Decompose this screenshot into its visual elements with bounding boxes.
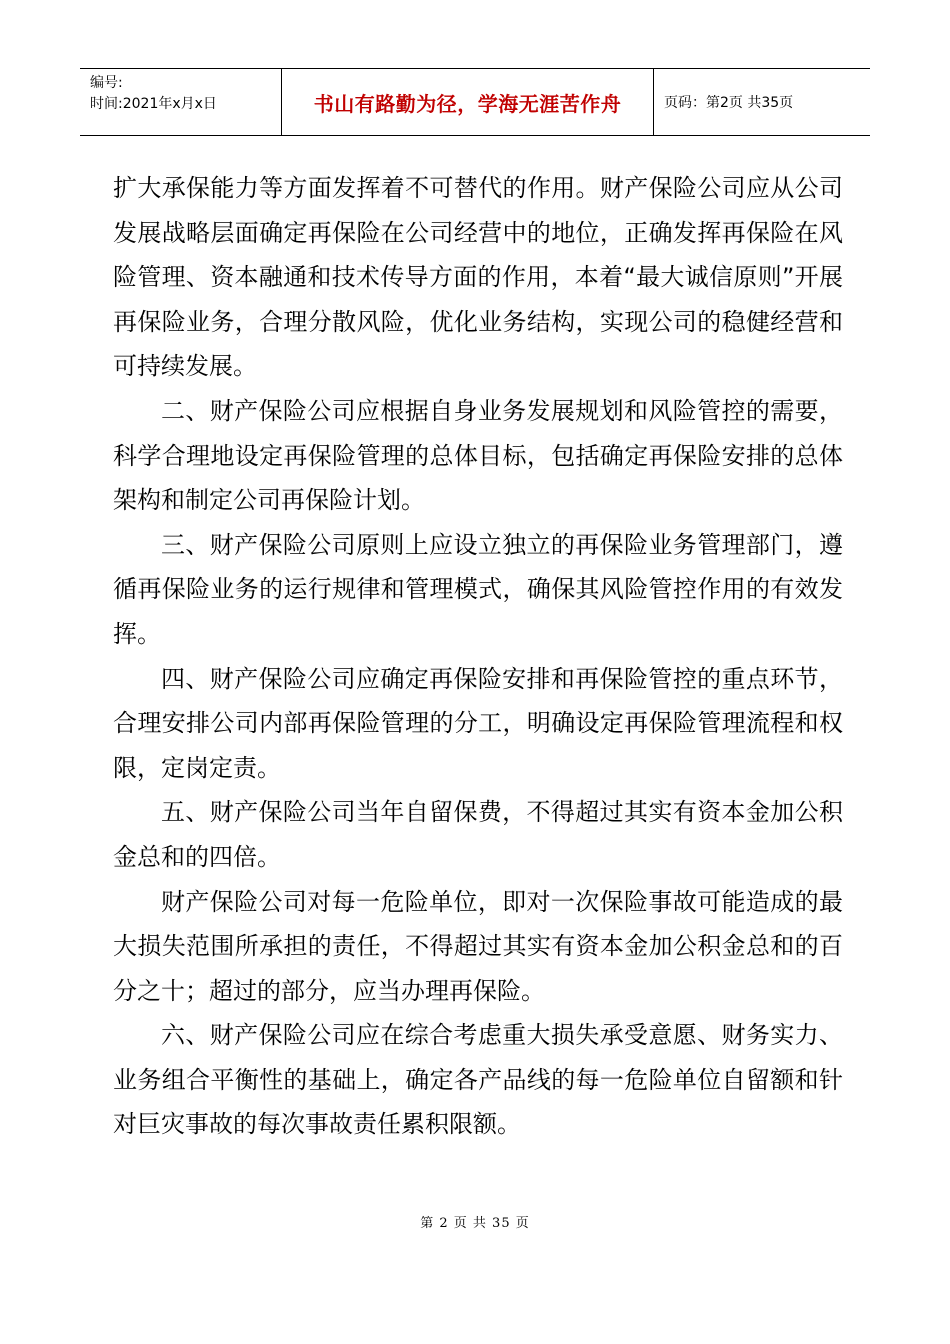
paragraph-4: 四、财产保险公司应确定再保险安排和再保险管控的重点环节，合理安排公司内部再保险管理的分工，明确设定再保险管理流程和权限，定岗定责。 — [113, 664, 843, 782]
document-body — [113, 166, 843, 1147]
document-number-label: 编号: — [90, 75, 123, 91]
paragraph-5-sub: 财产保险公司对每一危险单位，即对一次保险事故可能造成的最大损失范围所承担的责任，不得超过其实有资本金加公积金总和的百分之十；超过的部分，应当办理再保险。 — [113, 887, 843, 1005]
header-meta — [80, 69, 282, 135]
header-motto: 书山有路勤为径，学海无涯苦作舟 — [282, 69, 654, 135]
document-time-label: 时间:2021年x月x日 — [90, 96, 217, 112]
page-header — [80, 68, 870, 136]
paragraph-2: 二、财产保险公司应根据自身业务发展规划和风险管控的需要，科学合理地设定再保险管理的总体目标，包括确定再保险安排的总体架构和制定公司再保险计划。 — [113, 396, 843, 515]
paragraph-continuation: 扩大承保能力等方面发挥着不可替代的作用。财产保险公司应从公司发展战略层面确定再保险在公司经营中的地位，正确发挥再保险在风险管理、资本融通和技术传导方面的作用，本着“最大诚信原则”开展再保险业务，合理分散风险，优化业务结构，实现公司的稳健经营和可持续发展。 — [113, 174, 843, 381]
paragraph-3: 三、财产保险公司原则上应设立独立的再保险业务管理部门，遵循再保险业务的运行规律和管理模式，确保其风险管控作用的有效发挥。 — [113, 530, 843, 648]
header-page-number: 页码：第2页 共35页 — [664, 95, 794, 111]
page-footer: 第 2 页 共 35 页 — [420, 1216, 530, 1231]
paragraph-6: 六、财产保险公司应在综合考虑重大损失承受意愿、财务实力、业务组合平衡性的基础上，确定各产品线的每一危险单位自留额和针对巨灾事故的每次事故责任累积限额。 — [113, 1021, 843, 1139]
paragraph-5: 五、财产保险公司当年自留保费，不得超过其实有资本金加公积金总和的四倍。 — [113, 798, 843, 871]
